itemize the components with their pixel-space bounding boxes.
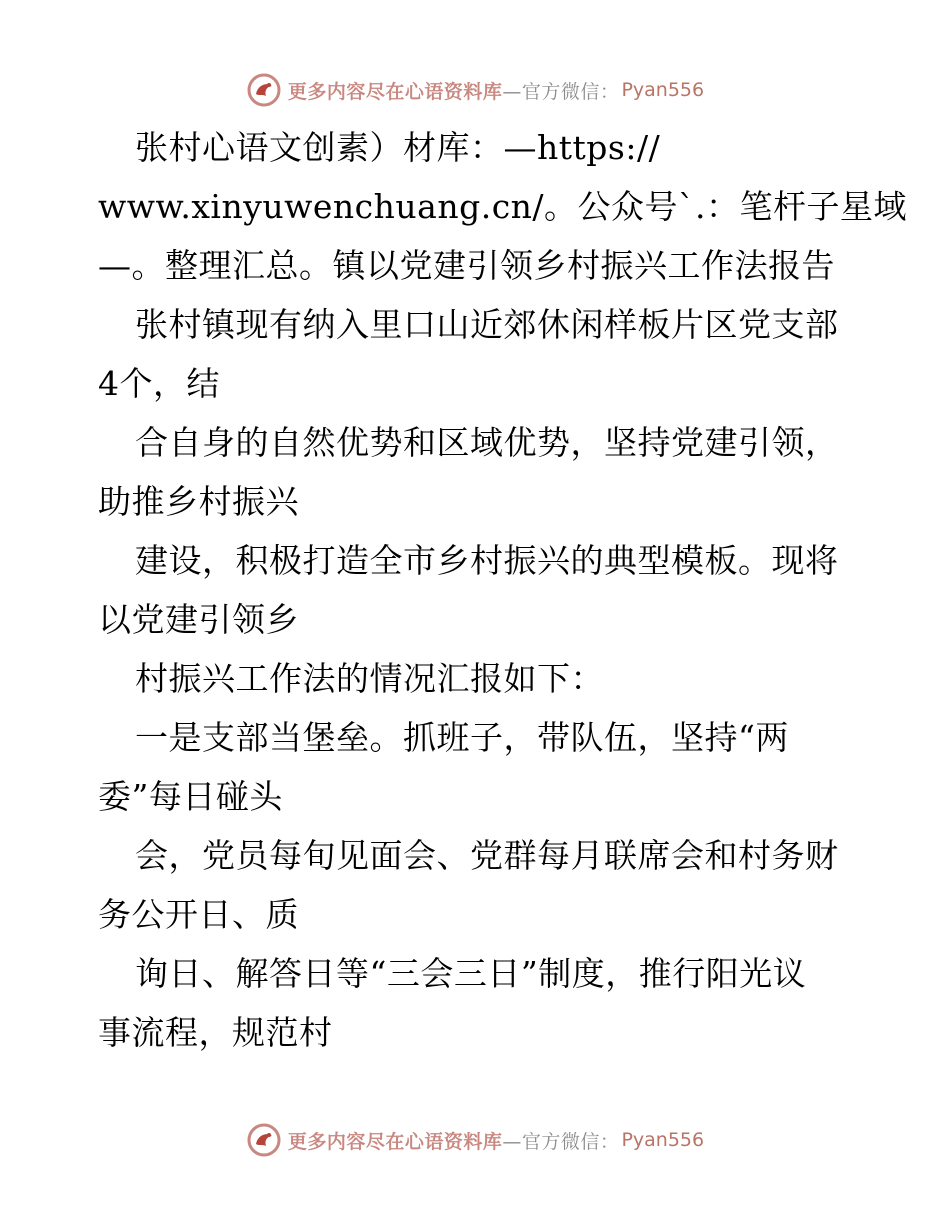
circle-dragon-logo-icon xyxy=(246,72,282,108)
footer-official-text: —官方微信： xyxy=(502,1130,620,1153)
document-line: 合自身的自然优势和区域优势，坚持党建引领， xyxy=(135,423,839,462)
document-line: 村振兴工作法的情况汇报如下： xyxy=(135,659,604,698)
header-banner xyxy=(0,70,950,110)
document-line: 事流程，规范村 xyxy=(98,1013,333,1052)
header-wechat-id: Pyan556 xyxy=(621,79,705,101)
document-line: 张村镇现有纳入里口山近郊休闲样板片区党支部 xyxy=(135,305,839,344)
document-line: 4个，结 xyxy=(98,364,220,403)
document-line: 询日、解答日等“三会三日”制度，推行阳光议 xyxy=(135,954,807,993)
header-official-text: —官方微信： xyxy=(502,80,620,103)
document-line: 建设，积极打造全市乡村振兴的典型模板。现将 xyxy=(135,541,839,580)
circle-dragon-logo-icon xyxy=(246,1122,282,1158)
document-line: 张村心语文创素）材库：—https:// xyxy=(135,128,661,167)
document-line: 务公开日、质 xyxy=(98,895,299,934)
document-line: 一是支部当堡垒。抓班子，带队伍，坚持“两 xyxy=(135,718,789,757)
footer-wechat-id: Pyan556 xyxy=(621,1129,705,1151)
footer-banner xyxy=(0,1120,950,1160)
document-line: www.xinyuwenchuang.cn/。公众号`.：笔杆子星域 xyxy=(98,187,908,226)
document-line: 助推乡村振兴 xyxy=(98,482,299,521)
document-body xyxy=(98,118,908,1062)
document-line: 以党建引领乡 xyxy=(98,600,299,639)
header-brand-text: 更多内容尽在心语资料库 xyxy=(287,80,503,103)
document-line: —。整理汇总。镇以党建引领乡村振兴工作法报告 xyxy=(98,246,835,285)
document-line: 会，党员每旬见面会、党群每月联席会和村务财 xyxy=(135,836,839,875)
footer-brand-text: 更多内容尽在心语资料库 xyxy=(287,1130,503,1153)
document-line: 委”每日碰头 xyxy=(98,777,283,816)
